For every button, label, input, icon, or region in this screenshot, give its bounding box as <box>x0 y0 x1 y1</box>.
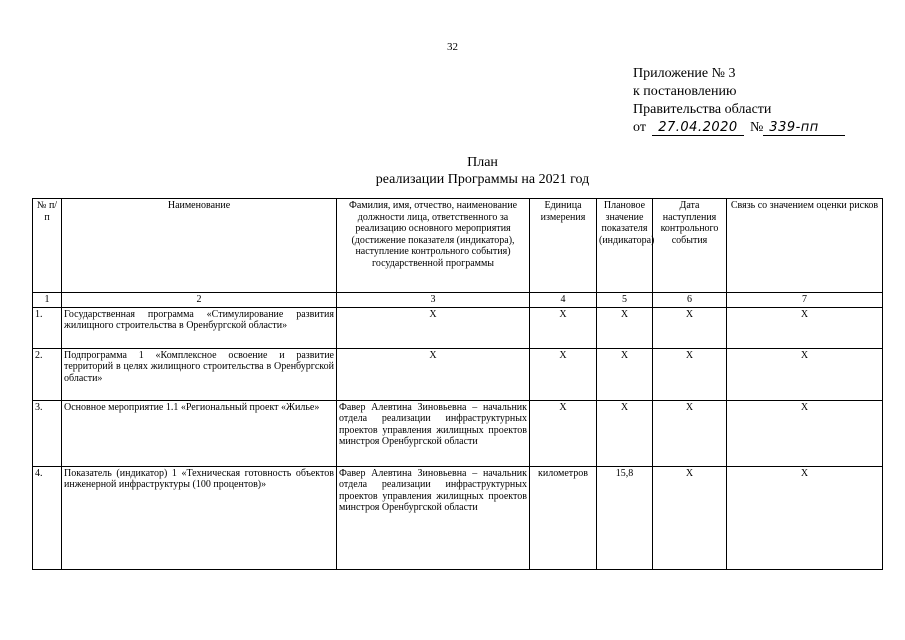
row-unit: километров <box>530 466 597 569</box>
row-name: Показатель (индикатор) 1 «Техническая готовность объектов инженерной инфраструктуры (100 процентов)» <box>62 466 337 569</box>
row-date: X <box>653 466 727 569</box>
table-row <box>33 348 883 400</box>
column-number: 2 <box>62 293 337 308</box>
row-number: 2. <box>33 348 62 400</box>
row-date: X <box>653 400 727 466</box>
appendix-line-3: Правительства области <box>633 102 772 117</box>
column-number: 3 <box>337 293 530 308</box>
table-row <box>33 400 883 466</box>
header-row <box>33 199 883 293</box>
row-value: X <box>597 307 653 348</box>
header-num: № п/п <box>33 199 62 293</box>
header-risk: Связь со значением оценки рисков <box>727 199 883 293</box>
page-number: 32 <box>447 41 458 53</box>
number-sign: № <box>749 120 764 135</box>
appendix-line-2: к постановлению <box>633 84 737 99</box>
row-value: 15,8 <box>597 466 653 569</box>
column-number: 5 <box>597 293 653 308</box>
column-number: 4 <box>530 293 597 308</box>
header-unit: Единица измерения <box>530 199 597 293</box>
row-risk: X <box>727 400 883 466</box>
plan-table <box>32 198 883 570</box>
row-name: Основное мероприятие 1.1 «Региональный проект «Жилье» <box>62 400 337 466</box>
header-name: Наименование <box>62 199 337 293</box>
row-value: X <box>597 348 653 400</box>
appendix-block <box>633 65 845 137</box>
row-responsible: Фавер Алевтина Зиновьевна – начальник отдела реализации инфраструктурных проектов управления жилищных проектов минстроя Оренбургской области <box>337 400 530 466</box>
row-responsible: X <box>337 307 530 348</box>
handwritten-number: 339-пп <box>763 121 845 136</box>
row-responsible: X <box>337 348 530 400</box>
title-line-1: План <box>467 155 498 170</box>
column-number: 7 <box>727 293 883 308</box>
row-risk: X <box>727 348 883 400</box>
handwritten-date: 27.04.2020 <box>652 121 744 136</box>
column-number: 1 <box>33 293 62 308</box>
header-date: Дата наступления контрольного события <box>653 199 727 293</box>
column-number: 6 <box>653 293 727 308</box>
row-value: X <box>597 400 653 466</box>
row-date: X <box>653 307 727 348</box>
row-number: 3. <box>33 400 62 466</box>
row-unit: X <box>530 307 597 348</box>
header-responsible: Фамилия, имя, отчество, наименование должности лица, ответственного за реализацию основного мероприятия (достижение показателя (индикатора), наступление контрольного события) государственной программы <box>337 199 530 293</box>
row-name: Подпрограмма 1 «Комплексное освоение и развитие территорий в целях жилищного строительства в Оренбургской области» <box>62 348 337 400</box>
row-responsible: Фавер Алевтина Зиновьевна – начальник отдела реализации инфраструктурных проектов управления жилищных проектов минстроя Оренбургской области <box>337 466 530 569</box>
row-number: 1. <box>33 307 62 348</box>
appendix-line-1: Приложение № 3 <box>633 66 736 81</box>
table-row <box>33 466 883 569</box>
column-number-row <box>33 293 883 308</box>
row-unit: X <box>530 348 597 400</box>
header-value: Плановое значение показателя (индикатора) <box>597 199 653 293</box>
row-date: X <box>653 348 727 400</box>
from-label: от <box>633 120 646 135</box>
row-risk: X <box>727 307 883 348</box>
document-title <box>0 154 905 188</box>
row-risk: X <box>727 466 883 569</box>
row-unit: X <box>530 400 597 466</box>
table-row <box>33 307 883 348</box>
row-number: 4. <box>33 466 62 569</box>
appendix-date-line <box>633 119 845 137</box>
row-name: Государственная программа «Стимулирование развития жилищного строительства в Оренбургской области» <box>62 307 337 348</box>
title-line-2: реализации Программы на 2021 год <box>375 172 590 187</box>
